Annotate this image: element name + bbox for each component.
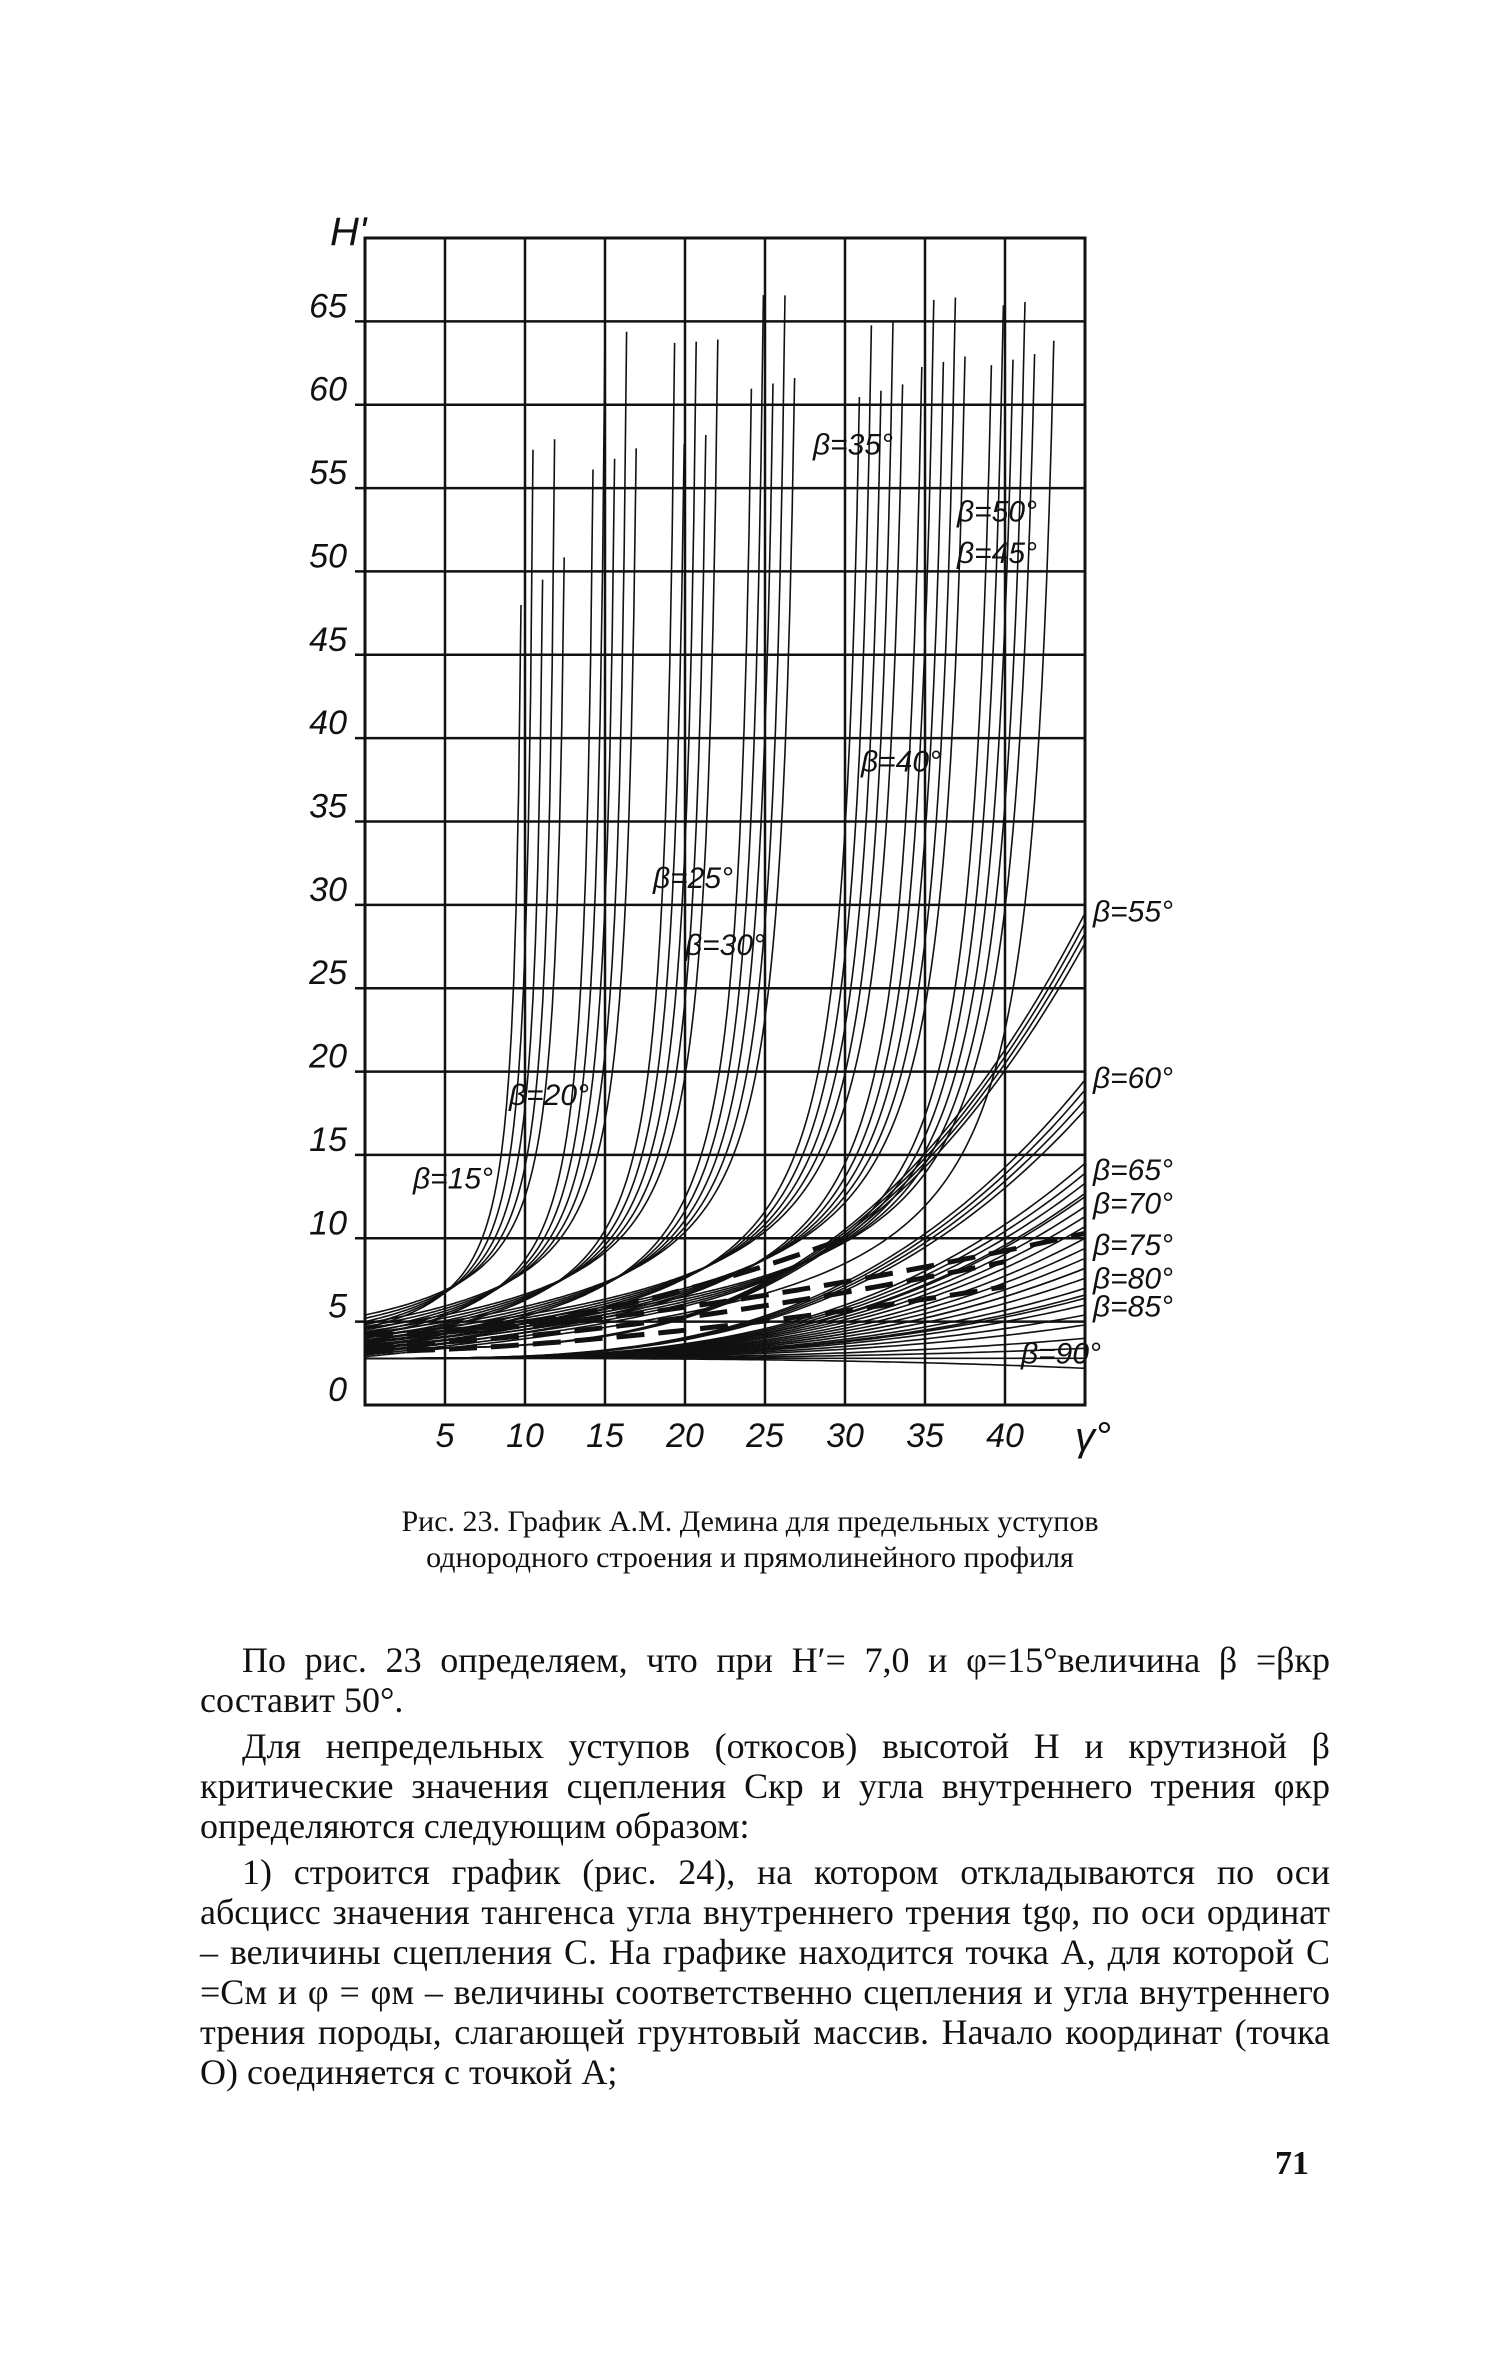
y-tick-label: 40 <box>309 704 347 743</box>
x-tick-label: 5 <box>435 1417 455 1455</box>
series-label: β=90° <box>1021 1337 1102 1371</box>
x-tick-label: 40 <box>986 1417 1024 1455</box>
page-number: 71 <box>1275 2145 1309 2182</box>
series-label: β=55° <box>1093 895 1174 929</box>
y-tick-label: 45 <box>309 620 347 659</box>
curve-line <box>365 459 615 1330</box>
series-label: β=75° <box>1093 1228 1174 1262</box>
y-tick-label: 10 <box>309 1204 347 1243</box>
x-tick-label: 20 <box>666 1417 704 1455</box>
x-tick-label: 10 <box>506 1417 544 1455</box>
curve-line <box>365 365 991 1355</box>
y-tick-label: 35 <box>309 787 347 826</box>
chart-curves <box>365 295 1085 1368</box>
curve-line <box>365 580 543 1322</box>
x-tick-label: 30 <box>826 1417 864 1455</box>
paragraph-3: 1) строится график (рис. 24), на котором откладываются по оси абсцисс значения тангенса угла внутреннего трения tgφ, по оси ординат – величины сцепления C. На графике находится точка A, для которой C =Cм и φ = φм – величины соответственно сцепления и угла внутреннего трения породы, слагающей грунтовый массив. Начало координат (точка O) соединяется с точкой A; <box>200 1852 1330 2092</box>
y-tick-label: 20 <box>309 1037 347 1076</box>
series-label: β=65° <box>1093 1153 1174 1187</box>
curve-line <box>365 605 521 1328</box>
x-tick-label: 35 <box>906 1417 944 1455</box>
curve-line <box>365 360 1013 1349</box>
series-label: β=60° <box>1093 1062 1174 1096</box>
curve-line <box>365 933 1085 1348</box>
series-label: β=25° <box>653 862 734 896</box>
caption-line-2: однородного строения и прямолинейного профиля <box>426 1541 1074 1574</box>
y-tick-label: 15 <box>309 1120 347 1159</box>
series-label: β=40° <box>861 745 942 779</box>
series-label: β=85° <box>1093 1290 1174 1324</box>
y-tick-label: 0 <box>328 1371 347 1409</box>
y-axis-label: H' <box>330 210 367 254</box>
curve-line <box>365 1358 1085 1368</box>
y-tick-label: 55 <box>309 454 347 493</box>
curve-line <box>365 557 564 1315</box>
paragraph-1: По рис. 23 определяем, что при H′= 7,0 и φ=15°величина β =βкр составит 50°. <box>200 1640 1330 1720</box>
series-label: β=80° <box>1093 1262 1174 1296</box>
y-tick-label: 25 <box>309 954 347 993</box>
y-tick-label: 65 <box>309 287 347 326</box>
curve-line <box>365 367 922 1353</box>
y-tick-label: 30 <box>309 870 347 909</box>
series-label: β=45° <box>957 537 1038 571</box>
curve-line <box>365 391 881 1344</box>
series-label: β=20° <box>509 1078 590 1112</box>
figure-caption <box>300 1504 1200 1576</box>
series-label: β=35° <box>813 428 894 462</box>
x-tick-label: 15 <box>586 1417 624 1455</box>
series-label: β=15° <box>413 1162 494 1196</box>
chart-grid <box>355 238 1085 1405</box>
series-label: β=50° <box>957 495 1038 529</box>
y-tick-label: 50 <box>309 537 347 576</box>
y-tick-label: 5 <box>328 1287 347 1326</box>
series-label: β=70° <box>1093 1187 1174 1221</box>
x-tick-label: 25 <box>746 1417 784 1455</box>
x-axis-label: γ° <box>1075 1415 1111 1459</box>
paragraph-2: Для непредельных уступов (откосов) высотой H и крутизной β критические значения сцепления Cкр и угла внутреннего трения φкр определяются следующим образом: <box>200 1726 1330 1846</box>
caption-line-1: Рис. 23. График А.М. Демина для предельных уступов <box>401 1505 1099 1538</box>
y-tick-label: 60 <box>309 370 347 409</box>
body-text <box>200 1640 1330 2098</box>
series-label: β=30° <box>685 928 766 962</box>
